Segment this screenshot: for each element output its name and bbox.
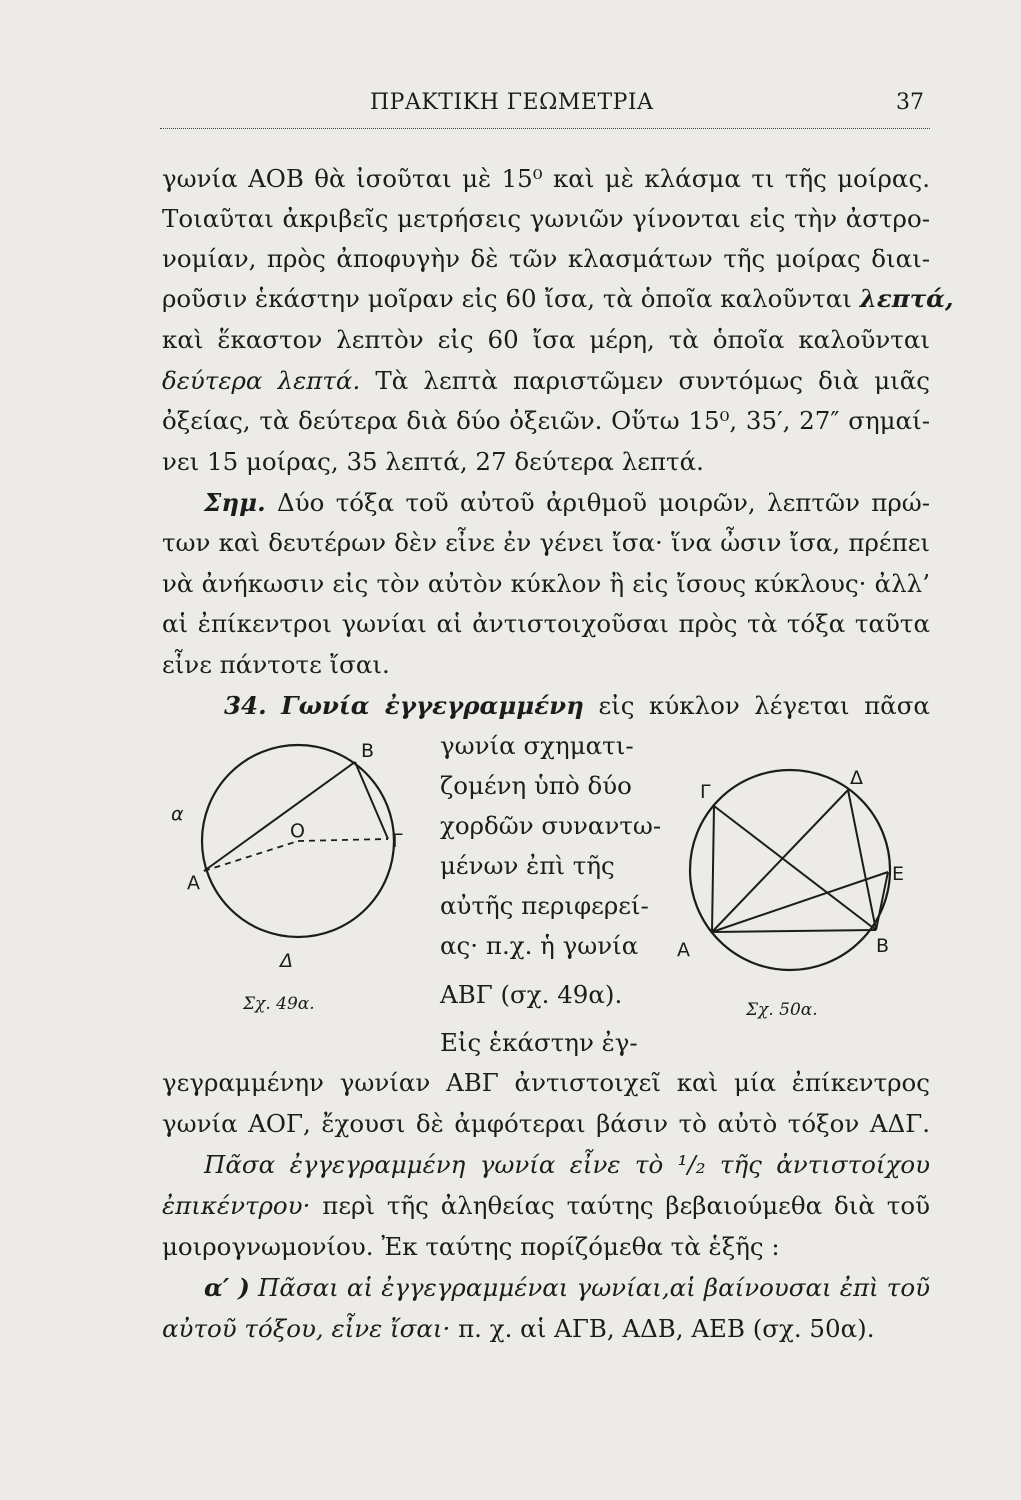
label-e: Ε xyxy=(892,863,905,885)
corollary-text: Πᾶσαι αἱ ἐγγεγραμμέναι γωνίαι,αἱ βαίνουσαι ἐπὶ τοῦ xyxy=(249,1273,931,1302)
theorem-text: Πᾶσα ἐγγεγραμμένη γωνία εἶνε τὸ ¹/₂ τῆς ἀντιστοίχου xyxy=(204,1150,930,1179)
figure-50a xyxy=(677,760,920,1000)
corollary-text: αὐτοῦ τόξου, εἶνε ἴσαι· xyxy=(162,1314,451,1343)
chord-ab xyxy=(712,930,876,932)
running-title: ΠΡΑΚΤΙΚΗ ΓΕΩΜΕΤΡΙΑ xyxy=(370,90,654,115)
radius-og xyxy=(298,839,388,841)
label-d: Δ xyxy=(280,950,293,972)
caption-49a: Σχ. 49α. xyxy=(243,994,315,1014)
corollary-label: α′ ) xyxy=(204,1273,250,1302)
caption-50a: Σχ. 50α. xyxy=(746,1000,818,1020)
corollary-line xyxy=(162,1312,875,1346)
chord-ad xyxy=(712,790,848,932)
label-g: Γ xyxy=(700,781,711,803)
text-line: Τοιαῦται ἀκριβεῖς μετρήσεις γωνιῶν γίνονται εἰς τὴν ἀστρο- xyxy=(162,204,930,233)
label-o: Ο xyxy=(290,820,305,842)
theorem-line xyxy=(162,1148,930,1182)
page-number: 37 xyxy=(896,90,924,115)
text-line: γωνία ΑΟΓ, ἔχουσι δὲ ἀμφότεραι βάσιν τὸ αὐτὸ τόξον ΑΔΓ. xyxy=(162,1109,930,1138)
note-line: νὰ ἀνήκωσιν εἰς τὸν αὐτὸν κύκλον ἢ εἰς ἴσους κύκλους· ἀλλ’ xyxy=(162,569,930,598)
column-line: μένων ἐπὶ τῆς xyxy=(440,851,615,880)
note-line: αἱ ἐπίκεντροι γωνίαι αἱ ἀντιστοιχοῦσαι πρὸς τὰ τόξα ταῦτα xyxy=(162,609,930,638)
text-span: ροῦσιν ἑκάστην μοῖραν εἰς 60 ἴσα, τὰ ὁποῖα καλοῦνται xyxy=(162,284,860,313)
radius-oa xyxy=(204,841,298,871)
figure-49a xyxy=(171,735,420,995)
text-line: γωνία ΑΟΒ θὰ ἰσοῦται μὲ 15⁰ καὶ μὲ κλάσμα τι τῆς μοίρας. xyxy=(162,164,930,193)
theorem-text: ἐπικέντρου· xyxy=(162,1191,311,1220)
chord-ag xyxy=(712,806,714,932)
text-span: Δύο τόξα τοῦ αὐτοῦ ἀριθμοῦ μοιρῶν, λεπτῶν πρώ- xyxy=(265,488,930,517)
text-line: καὶ ἕκαστον λεπτὸν εἰς 60 ἴσα μέρη, τὰ ὁποῖα καλοῦνται xyxy=(162,325,930,354)
text-line: νει 15 μοίρας, 35 λεπτά, 27 δεύτερα λεπτά. xyxy=(162,447,704,476)
text-line xyxy=(162,364,930,398)
text-span: περὶ τῆς ἀληθείας ταύτης βεβαιούμεθα διὰ τοῦ xyxy=(310,1191,930,1220)
note-line: των καὶ δευτέρων δὲν εἶνε ἐν γένει ἴσα· ἵνα ὦσιν ἴσα, πρέπει xyxy=(162,528,930,557)
note-line xyxy=(162,486,930,520)
label-a: Α xyxy=(187,872,200,894)
text-line xyxy=(162,282,954,316)
text-line: νομίαν, πρὸς ἀποφυγὴν δὲ τῶν κλασμάτων τῆς μοίρας διαι- xyxy=(162,244,930,273)
label-g: Γ xyxy=(392,830,403,852)
column-line: αὐτῆς περιφερεί- xyxy=(440,891,649,920)
term-deutera-lepta: δεύτερα λεπτά. xyxy=(162,366,361,395)
column-line: γωνία σχηματι- xyxy=(440,731,634,760)
text-line: γεγραμμένην γωνίαν ΑΒΓ ἀντιστοιχεῖ καὶ μία ἐπίκεντρος xyxy=(162,1068,930,1097)
section-term: Γωνία ἐγγεγραμμένη xyxy=(281,691,584,720)
chord-bg xyxy=(355,762,388,839)
label-d: Δ xyxy=(850,767,863,789)
section-number: 34. xyxy=(224,691,267,720)
text-span: εἰς κύκλον λέγεται πᾶσα xyxy=(583,691,930,720)
text-line: ὀξείας, τὰ δεύτερα διὰ δύο ὀξειῶν. Οὕτω 15⁰, 35′, 27″ σημαί- xyxy=(162,406,930,435)
chord-ae xyxy=(712,872,888,932)
note-label: Σημ. xyxy=(204,488,266,517)
column-line: ΑΒΓ (σχ. 49α). xyxy=(440,980,623,1009)
column-line: Εἰς ἑκάστην ἐγ- xyxy=(440,1028,638,1057)
text-span: Τὰ λεπτὰ παριστῶμεν συντόμως διὰ μιᾶς xyxy=(360,366,930,395)
label-alpha: α xyxy=(171,803,184,825)
note-line: εἶνε πάντοτε ἴσαι. xyxy=(162,650,390,679)
page-header xyxy=(160,88,930,129)
label-b: Β xyxy=(361,740,375,762)
section-heading-line xyxy=(162,689,930,723)
term-lepta: λεπτά, xyxy=(859,284,954,313)
chord-gb xyxy=(714,806,876,930)
column-line: ζομένη ὑπὸ δύο xyxy=(440,771,632,800)
column-line: χορδῶν συναντω- xyxy=(440,811,662,840)
corollary-line xyxy=(162,1271,930,1305)
text-span: π. χ. αἱ ΑΓΒ, ΑΔΒ, ΑΕΒ (σχ. 50α). xyxy=(450,1314,875,1343)
text-line: μοιρογνωμονίου. Ἐκ ταύτης πορίζόμεθα τὰ ἑξῆς : xyxy=(162,1232,780,1261)
column-line: ας· π.χ. ἡ γωνία xyxy=(440,931,639,960)
label-b: Β xyxy=(876,935,890,957)
text-line xyxy=(162,1189,930,1223)
label-a: Α xyxy=(677,939,690,961)
circle xyxy=(690,770,890,970)
